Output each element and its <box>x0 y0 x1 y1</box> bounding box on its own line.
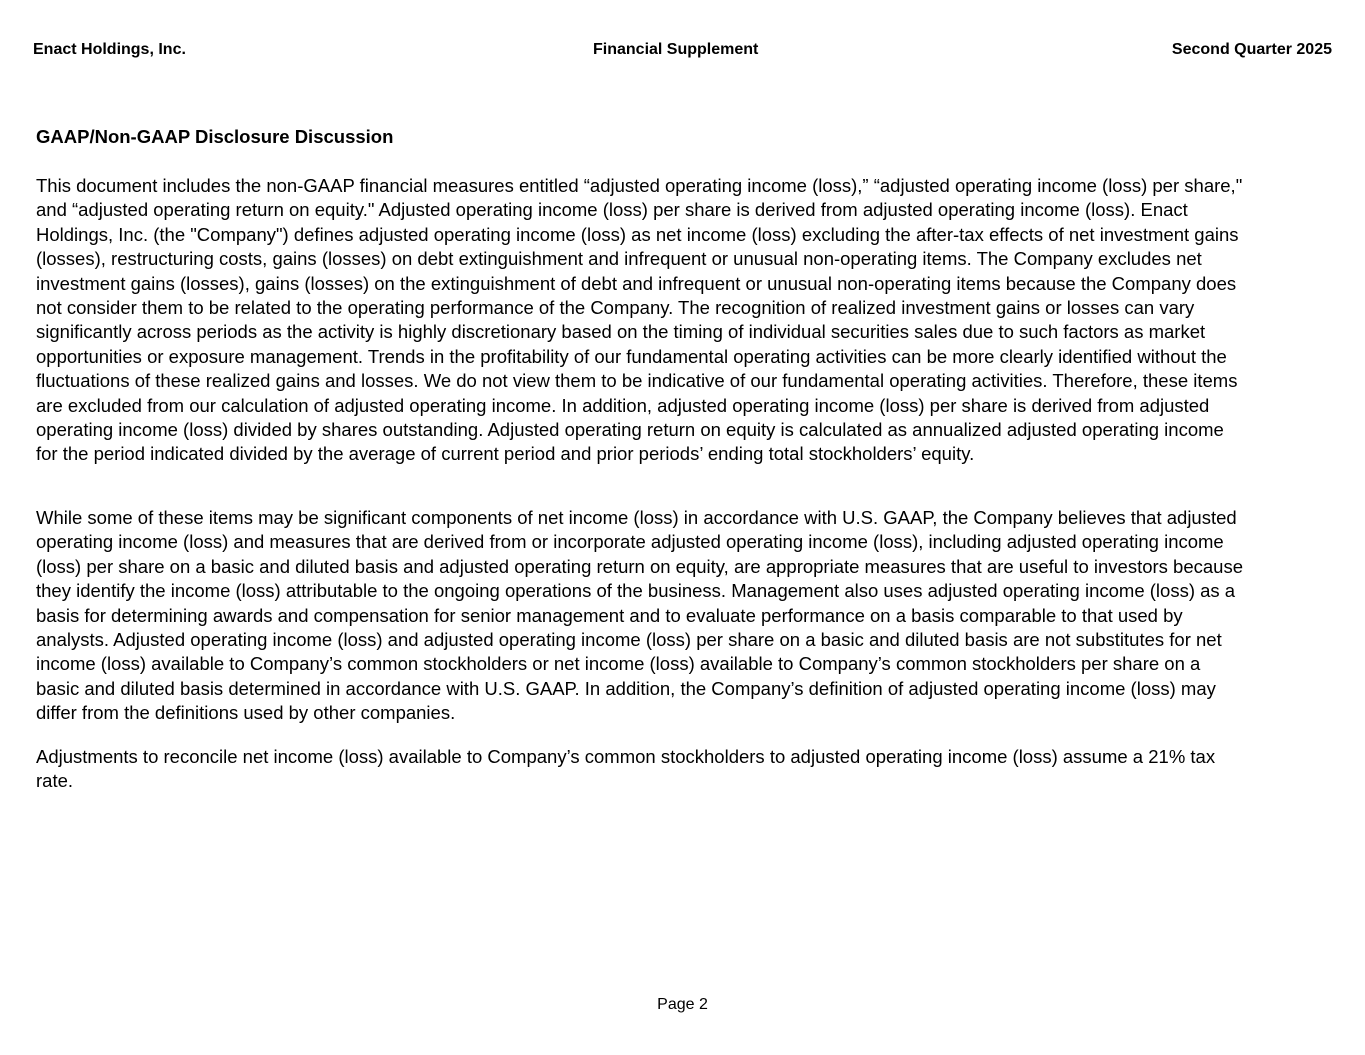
text-line: operating income (loss) and measures that are derived from or incorporate adjusted operating income (loss), including adjusted operating income <box>36 531 1224 553</box>
paragraph-usefulness-rationale <box>36 506 1346 726</box>
text-line: fluctuations of these realized gains and losses. We do not view them to be indicative of our fundamental operating activities. Therefore, these items <box>36 370 1238 392</box>
page-header <box>33 40 1332 60</box>
reporting-period: Second Quarter 2025 <box>1171 41 1332 58</box>
text-line: and “adjusted operating return on equity." Adjusted operating income (loss) per share is derived from adjusted operating income (loss). Enact <box>36 199 1188 221</box>
paragraph-non-gaap-definition <box>36 174 1346 467</box>
text-line: they identify the income (loss) attributable to the ongoing operations of the business. Management also uses adjusted operating income (loss) as a <box>36 580 1236 602</box>
page-number: Page 2 <box>657 996 708 1013</box>
text-line: rate. <box>36 770 74 792</box>
text-line: (losses), restructuring costs, gains (losses) on debt extinguishment and infrequent or unusual non-operating items. The Company excludes net <box>36 248 1202 270</box>
text-line: basis for determining awards and compensation for senior management and to evaluate performance on a basis comparable to that used by <box>36 604 1183 626</box>
text-line: operating income (loss) divided by shares outstanding. Adjusted operating return on equity is calculated as annualized adjusted operating income <box>36 419 1224 441</box>
text-line: Holdings, Inc. (the "Company") defines adjusted operating income (loss) as net income (loss) excluding the after-tax effects of net investment gains <box>36 223 1239 245</box>
text-line: income (loss) available to Company’s common stockholders or net income (loss) available to Company’s common stockholders per share on a <box>36 653 1201 675</box>
text-line: are excluded from our calculation of adjusted operating income. In addition, adjusted operating income (loss) per share is derived from adjusted <box>36 394 1210 416</box>
text-line: analysts. Adjusted operating income (loss) and adjusted operating income (loss) per share on a basic and diluted basis are not substitutes for net <box>36 629 1222 651</box>
text-line: investment gains (losses), gains (losses) on the extinguishment of debt and infrequent or unusual non-operating items because the Company does <box>36 272 1237 294</box>
section-title: GAAP/Non-GAAP Disclosure Discussion <box>36 126 394 147</box>
text-line: basic and diluted basis determined in accordance with U.S. GAAP. In addition, the Company’s definition of adjusted operating income (loss) may <box>36 677 1216 699</box>
text-line: Adjustments to reconcile net income (loss) available to Company’s common stockholders to adjusted operating income (loss) assume a 21% tax <box>36 746 1216 767</box>
text-line: for the period indicated divided by the average of current period and prior periods’ ending total stockholders’ equity. <box>36 443 975 465</box>
company-name: Enact Holdings, Inc. <box>33 41 186 58</box>
text-line: not consider them to be related to the operating performance of the Company. The recognition of realized investment gains or losses can vary <box>36 297 1195 319</box>
paragraph-tax-rate-note <box>36 745 1346 794</box>
text-line: While some of these items may be significant components of net income (loss) in accordance with U.S. GAAP, the Company believes that adjusted <box>36 507 1237 528</box>
text-line: significantly across periods as the activity is highly discretionary based on the timing of individual securities sales due to such factors as market <box>36 321 1206 343</box>
text-line: This document includes the non-GAAP financial measures entitled “adjusted operating income (loss),” “adjusted operating income (loss) per share," <box>36 175 1243 196</box>
text-line: differ from the definitions used by other companies. <box>36 702 456 724</box>
text-line: (loss) per share on a basic and diluted basis and adjusted operating return on equity, are appropriate measures that are useful to investors because <box>36 555 1243 577</box>
text-line: opportunities or exposure management. Trends in the profitability of our fundamental operating activities can be more clearly identified without the <box>36 345 1227 367</box>
document-type: Financial Supplement <box>593 41 759 58</box>
